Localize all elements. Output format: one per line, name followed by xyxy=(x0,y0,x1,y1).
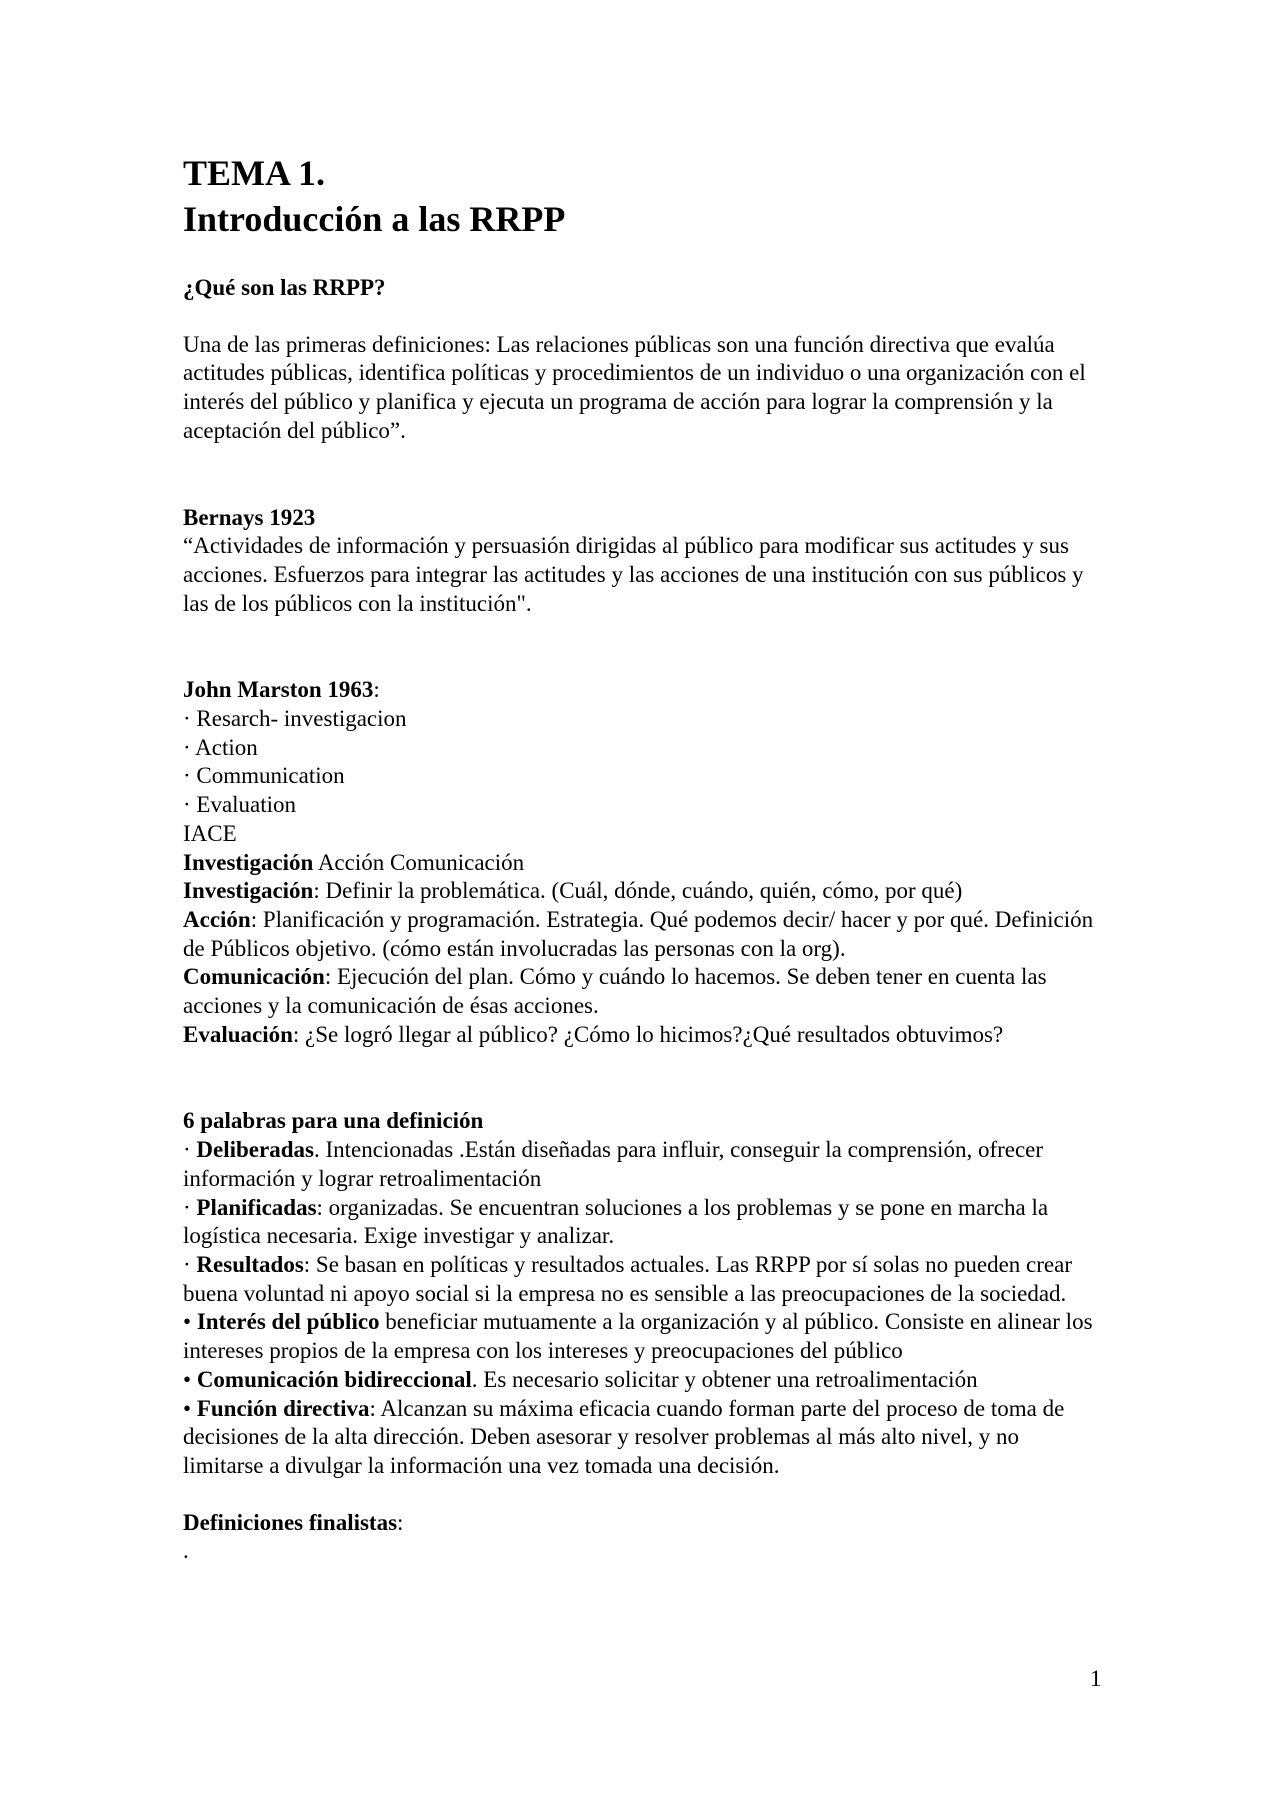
bullet: · xyxy=(183,1194,197,1220)
title-line-1: TEMA 1. xyxy=(183,153,326,193)
bullet: · xyxy=(183,1251,197,1277)
six-words-term: Planificadas xyxy=(196,1194,317,1220)
six-words-text: : Se basan en políticas y resultados actuales. Las RRPP por sí solas no pueden crear buena voluntad ni apoyo social si la empresa no es sensible a las preocupaciones de la sociedad. xyxy=(183,1251,1072,1306)
definition-term: Acción xyxy=(183,906,251,932)
six-words-item xyxy=(183,1251,1103,1308)
six-words-item xyxy=(183,1194,1103,1251)
page-content xyxy=(183,150,1103,1566)
definition-item xyxy=(183,963,1103,1020)
definition-text: : Definir la problemática. (Cuál, dónde, cuándo, quién, cómo, por qué) xyxy=(313,878,963,904)
six-words-term: Resultados xyxy=(196,1251,304,1277)
section-heading-que-son: ¿Qué son las RRPP? xyxy=(183,275,386,300)
bernays-heading: Bernays 1923 xyxy=(183,504,316,530)
six-words-item xyxy=(183,1136,1103,1193)
definition-item xyxy=(183,1021,1103,1050)
iace-line xyxy=(183,849,1103,878)
page-number: 1 xyxy=(1090,1666,1102,1691)
marston-item: · Resarch- investigacion xyxy=(183,706,407,732)
intro-paragraph: Una de las primeras definiciones: Las relaciones públicas son una función directiva que evalúa actitudes públicas, identifica políticas y procedimientos de un individuo o una organización con el interés del público y planifica y ejecuta un programa de acción para lograr la comprensión y la aceptación del público”. xyxy=(183,331,1086,443)
definition-term: Evaluación xyxy=(183,1021,293,1047)
iace-acronym: IACE xyxy=(183,820,237,846)
marston-item: · Evaluation xyxy=(183,792,297,818)
bullet: • xyxy=(183,1395,197,1421)
definition-text: : ¿Se logró llegar al público? ¿Cómo lo hicimos?¿Qué resultados obtuvimos? xyxy=(292,1021,1004,1047)
six-words-term: Deliberadas xyxy=(196,1137,314,1163)
definition-item xyxy=(183,906,1103,963)
six-words-text: : organizadas. Se encuentran soluciones a los problemas y se pone en marcha la logística necesaria. Exige investigar y analizar. xyxy=(183,1194,1049,1249)
six-words-item xyxy=(183,1366,1103,1395)
definition-term: Comunicación xyxy=(183,964,325,990)
definition-term: Investigación xyxy=(183,878,314,904)
six-words-text: . Es necesario solicitar y obtener una retroalimentación xyxy=(471,1366,978,1392)
six-words-term: Función directiva xyxy=(196,1395,370,1421)
definition-item xyxy=(183,877,1103,906)
definition-text: : Planificación y programación. Estrategia. Qué podemos decir/ hacer y por qué. Definición de Públicos objetivo. (cómo están involucradas las personas con la org). xyxy=(183,906,1094,961)
finalistas-heading: Definiciones finalistas xyxy=(183,1509,398,1535)
bullet: • xyxy=(183,1309,197,1335)
definition-text: : Ejecución del plan. Cómo y cuándo lo hacemos. Se deben tener en cuenta las acciones y la comunicación de ésas acciones. xyxy=(183,964,1047,1019)
marston-item: · Action xyxy=(183,734,258,760)
six-words-term: Comunicación bidireccional xyxy=(196,1366,472,1392)
six-words-item xyxy=(183,1308,1103,1365)
title-line-2: Introducción a las RRPP xyxy=(183,199,566,239)
marston-item: · Communication xyxy=(183,763,345,789)
six-words-term: Interés del público xyxy=(196,1309,380,1335)
iace-rest: Acción Comunicación xyxy=(313,849,525,875)
page-title xyxy=(183,150,1103,242)
bernays-quote: “Actividades de información y persuasión dirigidas al público para modificar sus actitudes y sus acciones. Esfuerzos para integrar las actitudes y las acciones de una institución con sus públicos y las de los públicos con la institución". xyxy=(183,533,1084,616)
six-words-item xyxy=(183,1395,1103,1481)
six-words-text: beneficiar mutuamente a la organización y al público. Consiste en alinear los intereses propios de la empresa con los intereses y preocupaciones del público xyxy=(183,1309,1093,1364)
finalistas-colon: : xyxy=(397,1509,404,1535)
marston-heading-line xyxy=(183,676,1103,705)
finalistas-dot: . xyxy=(183,1538,189,1564)
bullet: · xyxy=(183,1137,197,1163)
iace-bold-term: Investigación xyxy=(183,849,314,875)
marston-heading: John Marston 1963 xyxy=(183,677,374,703)
six-words-text: . Intencionadas .Están diseñadas para influir, conseguir la comprensión, ofrecer información y lograr retroalimentación xyxy=(183,1137,1044,1191)
marston-colon: : xyxy=(373,677,380,703)
six-words-heading: 6 palabras para una definición xyxy=(183,1108,484,1134)
finalistas-heading-line xyxy=(183,1509,1103,1538)
bullet: • xyxy=(183,1366,197,1392)
six-words-text: : Alcanzan su máxima eficacia cuando forman parte del proceso de toma de decisiones de la alta dirección. Deben asesorar y resolver problemas al más alto nivel, y no limitarse a divulgar la información una vez tomada una decisión. xyxy=(183,1395,1065,1478)
